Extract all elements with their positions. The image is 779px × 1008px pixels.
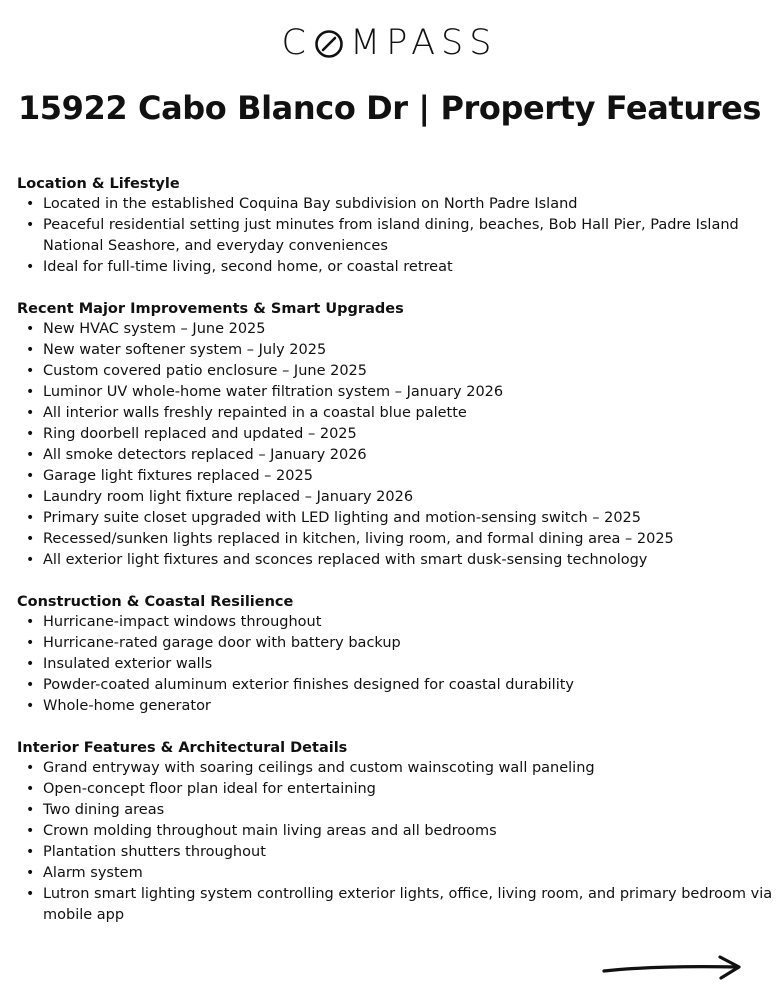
list-item: • New water softener system – July 2025 [17,340,773,361]
list-item: • Ideal for full-time living, second home, or coastal retreat [17,257,773,278]
list-item: • Open-concept floor plan ideal for entertaining [17,779,773,800]
list-item: • Hurricane-impact windows throughout [17,612,773,633]
list-item: • Recessed/sunken lights replaced in kitchen, living room, and formal dining area – 2025 [17,529,773,550]
compass-o-icon [314,29,344,59]
feature-list [17,319,773,571]
compass-logo [0,23,779,63]
list-item: • All interior walls freshly repainted in a coastal blue palette [17,403,773,424]
list-item: • Ring doorbell replaced and updated – 2025 [17,424,773,445]
logo-letter-c: C [281,23,312,63]
list-item: • Two dining areas [17,800,773,821]
features-content [17,174,773,947]
feature-list [17,194,773,278]
feature-list [17,758,773,926]
list-item: • Luminor UV whole-home water filtration system – January 2026 [17,382,773,403]
list-item: • Grand entryway with soaring ceilings and custom wainscoting wall paneling [17,758,773,779]
list-item: • Peaceful residential setting just minutes from island dining, beaches, Bob Hall Pier, Padre Island National Seashore, and everyday conveniences [17,215,773,257]
feature-list [17,612,773,717]
list-item: • Plantation shutters throughout [17,842,773,863]
list-item: • Hurricane-rated garage door with battery backup [17,633,773,654]
section-heading: Interior Features & Architectural Details [17,740,348,756]
arrow-right-icon [602,954,744,984]
list-item: • Primary suite closet upgraded with LED lighting and motion-sensing switch – 2025 [17,508,773,529]
page-title: 15922 Cabo Blanco Dr | Property Features [17,89,762,127]
list-item: • All exterior light fixtures and sconces replaced with smart dusk-sensing technology [17,550,773,571]
section-heading: Construction & Coastal Resilience [17,594,294,610]
list-item: • Custom covered patio enclosure – June 2025 [17,361,773,382]
list-item: • New HVAC system – June 2025 [17,319,773,340]
list-item: • All smoke detectors replaced – January 2026 [17,445,773,466]
feature-section [17,299,773,571]
feature-section [17,738,773,926]
list-item: • Whole-home generator [17,696,773,717]
list-item: • Powder-coated aluminum exterior finishes designed for coastal durability [17,675,773,696]
feature-section [17,592,773,717]
section-heading: Recent Major Improvements & Smart Upgrades [17,301,404,317]
list-item: • Crown molding throughout main living areas and all bedrooms [17,821,773,842]
list-item: • Alarm system [17,863,773,884]
section-heading: Location & Lifestyle [17,176,180,192]
logo-letters-mpass: MPASS [350,23,498,63]
list-item: • Lutron smart lighting system controlling exterior lights, office, living room, and primary bedroom via mobile app [17,884,773,926]
list-item: • Insulated exterior walls [17,654,773,675]
list-item: • Laundry room light fixture replaced – January 2026 [17,487,773,508]
list-item: • Located in the established Coquina Bay subdivision on North Padre Island [17,194,773,215]
feature-section [17,174,773,278]
list-item: • Garage light fixtures replaced – 2025 [17,466,773,487]
